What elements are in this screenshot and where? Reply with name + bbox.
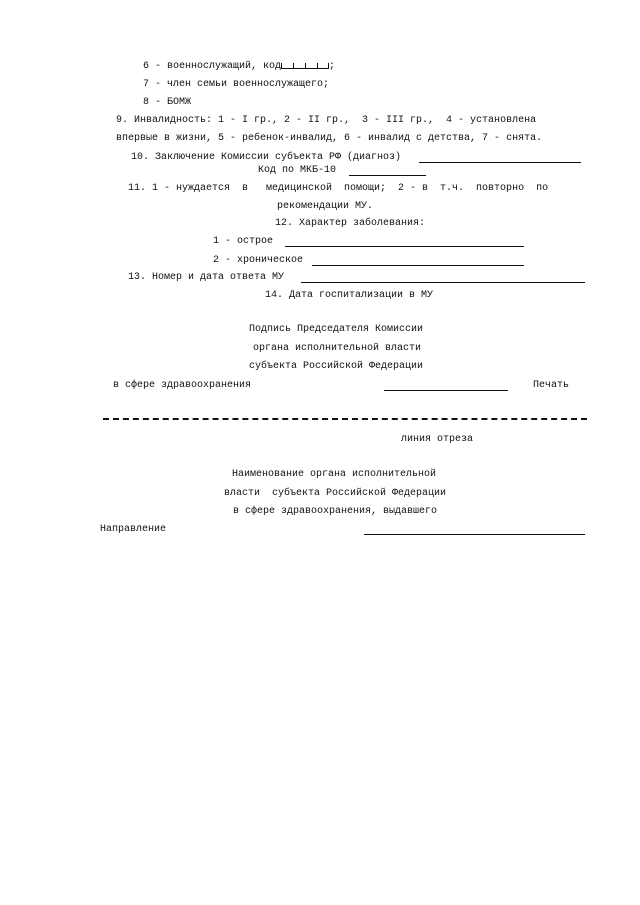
issuer-line-3: в сфере здравоохранения, выдавшего xyxy=(233,506,438,517)
issuer-line-1: Наименование органа исполнительной xyxy=(232,469,437,480)
chronic-field[interactable] xyxy=(312,265,524,266)
item-6-text: 6 - военнослужащий, код xyxy=(143,61,282,72)
item-6-suffix: ; xyxy=(329,61,336,72)
signature-line-1: Подпись Председателя Комиссии xyxy=(249,324,424,335)
item-13-line: 13. Номер и дата ответа МУ xyxy=(128,272,285,283)
signature-field[interactable] xyxy=(384,390,508,391)
signature-line-3: субъекта Российской Федерации xyxy=(249,361,424,372)
signature-left-label: в сфере здравоохранения xyxy=(113,380,252,391)
signature-line-2: органа исполнительной власти xyxy=(253,343,422,354)
item-12-acute-label: 1 - острое xyxy=(213,236,274,247)
item-8-line: 8 - БОМЖ xyxy=(143,97,192,108)
item-10-line: 10. Заключение Комиссии субъекта РФ (диагноз) xyxy=(131,152,402,163)
direction-label: Направление xyxy=(100,524,167,535)
cut-line xyxy=(103,418,587,420)
item-14-line: 14. Дата госпитализации в МУ xyxy=(265,290,434,301)
item-9-line-1: 9. Инвалидность: 1 - I гр., 2 - II гр., 3 - III гр., 4 - установлена xyxy=(116,115,537,126)
item-11-line-2: рекомендации МУ. xyxy=(277,201,374,212)
code-boxes xyxy=(281,61,329,69)
item-7-line: 7 - член семьи военнослужащего; xyxy=(143,79,330,90)
item-12-chronic-label: 2 - хроническое xyxy=(213,255,304,266)
mu-response-field[interactable] xyxy=(301,282,585,283)
issuer-line-2: власти субъекта Российской Федерации xyxy=(224,488,447,499)
icd10-field[interactable] xyxy=(349,175,426,176)
direction-field[interactable] xyxy=(364,534,585,535)
item-12-heading: 12. Характер заболевания: xyxy=(275,218,426,229)
item-6-line xyxy=(143,61,335,73)
diagnosis-field[interactable] xyxy=(419,162,581,163)
item-11-line-1: 11. 1 - нуждается в медицинской помощи; 2 - в т.ч. повторно по xyxy=(128,183,549,194)
seal-label: Печать xyxy=(533,380,570,391)
icd10-label: Код по МКБ-10 xyxy=(258,165,337,176)
acute-field[interactable] xyxy=(285,246,524,247)
cut-line-label: линия отреза xyxy=(401,434,474,445)
item-9-line-2: впервые в жизни, 5 - ребенок-инвалид, 6 - инвалид с детства, 7 - снята. xyxy=(116,133,543,144)
